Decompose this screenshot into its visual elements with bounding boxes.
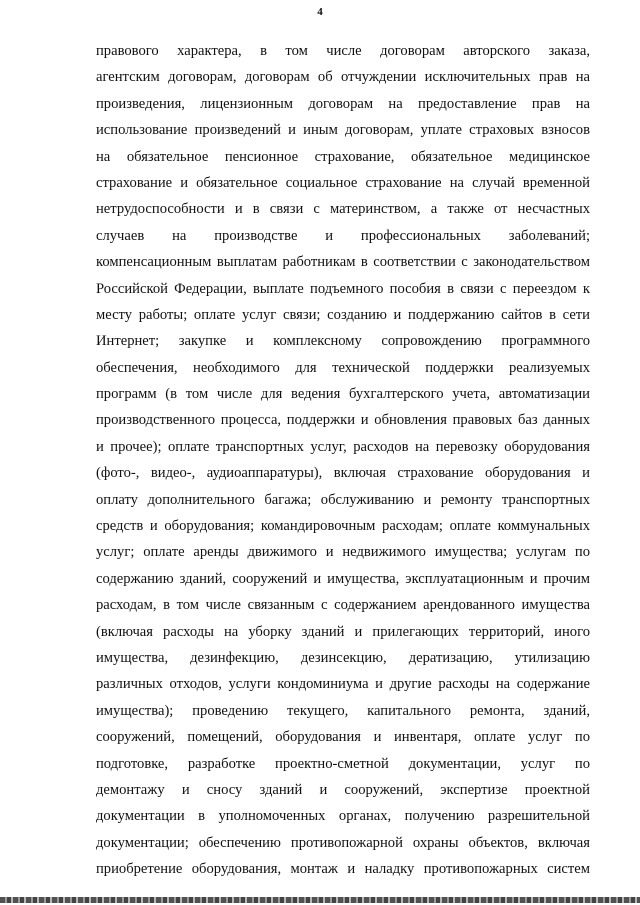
text-line: документации в уполномоченных органах, получению разрешительной bbox=[96, 808, 590, 825]
text-line: имущества, дезинфекцию, дезинсекцию, дератизацию, утилизацию bbox=[96, 649, 590, 666]
body-text bbox=[96, 38, 590, 883]
text-line: агентским договорам, договорам об отчуждении исключительных прав на bbox=[96, 69, 590, 86]
text-line: оплату дополнительного багажа; обслуживанию и ремонту транспортных bbox=[96, 491, 590, 508]
text-line: услуг; оплате аренды движимого и недвижимого имущества; услугам по bbox=[96, 544, 590, 561]
text-line: средств и оборудования; командировочным расходам; оплате коммунальных bbox=[96, 518, 590, 535]
text-line: расходам, в том числе связанным с содержанием арендованного имущества bbox=[96, 597, 590, 614]
text-line: случаев на производстве и профессиональных заболеваний; bbox=[96, 227, 590, 244]
text-line: и прочее); оплате транспортных услуг, расходов на перевозку оборудования bbox=[96, 438, 590, 455]
text-line: страхование и обязательное социальное страхование на случай временной bbox=[96, 174, 590, 191]
text-line: произведения, лицензионным договорам на предоставление прав на bbox=[96, 95, 590, 112]
text-line: производственного процесса, поддержки и обновления правовых баз данных bbox=[96, 412, 590, 429]
text-line: содержанию зданий, сооружений и имущества, эксплуатационным и прочим bbox=[96, 570, 590, 587]
text-line: месту работы; оплате услуг связи; созданию и поддержанию сайтов в сети bbox=[96, 306, 590, 323]
text-line: (включая расходы на уборку зданий и прилегающих территорий, иного bbox=[96, 623, 590, 640]
text-line: правового характера, в том числе договорам авторского заказа, bbox=[96, 43, 590, 59]
text-line: имущества); проведению текущего, капитального ремонта, зданий, bbox=[96, 702, 590, 719]
text-line: обеспечения, необходимого для технической поддержки реализуемых bbox=[96, 359, 590, 376]
scan-edge-artifact bbox=[0, 897, 640, 903]
text-line: Интернет; закупке и комплексному сопровождению программного bbox=[96, 333, 590, 350]
text-line: компенсационным выплатам работникам в соответствии с законодательством bbox=[96, 254, 590, 271]
text-line: программ (в том числе для ведения бухгалтерского учета, автоматизации bbox=[96, 386, 590, 403]
text-line: нетрудоспособности и в связи с материнством, а также от несчастных bbox=[96, 201, 590, 218]
text-line: подготовке, разработке проектно-сметной документации, услуг по bbox=[96, 755, 590, 772]
text-line: (фото-, видео-, аудиоаппаратуры), включая страхование оборудования и bbox=[96, 465, 590, 482]
text-line: на обязательное пенсионное страхование, обязательное медицинское bbox=[96, 148, 590, 165]
text-line: Российской Федерации, выплате подъемного пособия в связи с переездом к bbox=[96, 280, 590, 297]
page-number: 4 bbox=[317, 6, 323, 18]
text-line: документации; обеспечению противопожарной охраны объектов, включая bbox=[96, 834, 590, 851]
text-line: приобретение оборудования, монтаж и наладку противопожарных систем bbox=[96, 861, 590, 878]
text-line: демонтажу и сносу зданий и сооружений, экспертизе проектной bbox=[96, 781, 590, 798]
text-line: сооружений, помещений, оборудования и инвентаря, оплате услуг по bbox=[96, 729, 590, 746]
text-line: различных отходов, услуги кондоминиума и другие расходы на содержание bbox=[96, 676, 590, 693]
text-line: использование произведений и иным договорам, уплате страховых взносов bbox=[96, 122, 590, 139]
